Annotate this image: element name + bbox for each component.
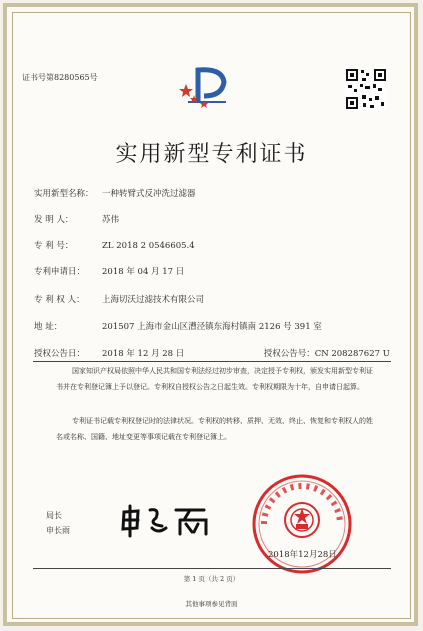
qr-code-icon [345,68,387,110]
field-application-date [34,265,184,277]
grant-no: CN 208287627 U [314,349,390,359]
certificate-title: 实用新型专利证书 [115,142,308,167]
field-value: ZL 2018 2 0546605.4 [102,241,195,251]
field-patentee [34,293,204,305]
field-utility-name [34,187,196,199]
field-patent-no [34,239,195,251]
national-emblem-icon [282,500,322,540]
grant-date-label: 授权公告日： [34,349,86,359]
field-value: 201507 上海市金山区漕泾镇东海村镇南 2126 号 391 室 [102,322,322,332]
field-address [34,320,322,332]
paragraph-grant: 国家知识产权局依照中华人民共和国专利法经过初步审查，决定授予专利权，颁发实用新型专利证书并在专利登记簿上予以登记。专利权自授权公告之日起生效。专利权期限为十年，自申请日起算。 [56,367,373,391]
field-label: 专利申请日： [34,267,86,277]
field-value: 上海切沃过滤技术有限公司 [102,295,205,305]
director-title: 局长 [46,511,62,520]
field-value: 苏伟 [102,215,120,225]
field-label: 地 址： [34,322,63,332]
field-label: 发 明 人： [34,215,74,225]
patent-number: 证书号第8280565号 [22,73,98,82]
grant-no-label: 授权公告号： [263,349,315,359]
field-value: 2018 年 04 月 17 日 [102,267,185,277]
field-label: 专 利 号： [34,241,74,251]
field-inventor [34,213,119,225]
field-value: 一种转臂式反冲洗过滤器 [102,189,196,199]
field-label: 实用新型名称： [34,189,94,199]
cnipa-logo-icon [178,62,244,110]
paragraph-record: 专利证书记载专利权登记时的法律状况。专利权的转移、质押、无效、终止、恢复和专利权人的姓名或名称、国籍、地址变更等事项记载在专利登记簿上。 [56,417,373,441]
back-note: 其他事项参见背面 [185,600,238,608]
divider-bottom [33,568,391,569]
signature [118,502,218,538]
grant-date: 2018 年 12 月 28 日 [102,349,185,359]
page-info: 第 1 页（共 2 页） [183,575,240,583]
divider-top [33,361,391,362]
grant-info [34,347,390,359]
director-name: 申长雨 [46,526,70,535]
seal-date: 2018年12月28日 [268,550,337,560]
field-label: 专 利 权 人： [34,295,85,305]
